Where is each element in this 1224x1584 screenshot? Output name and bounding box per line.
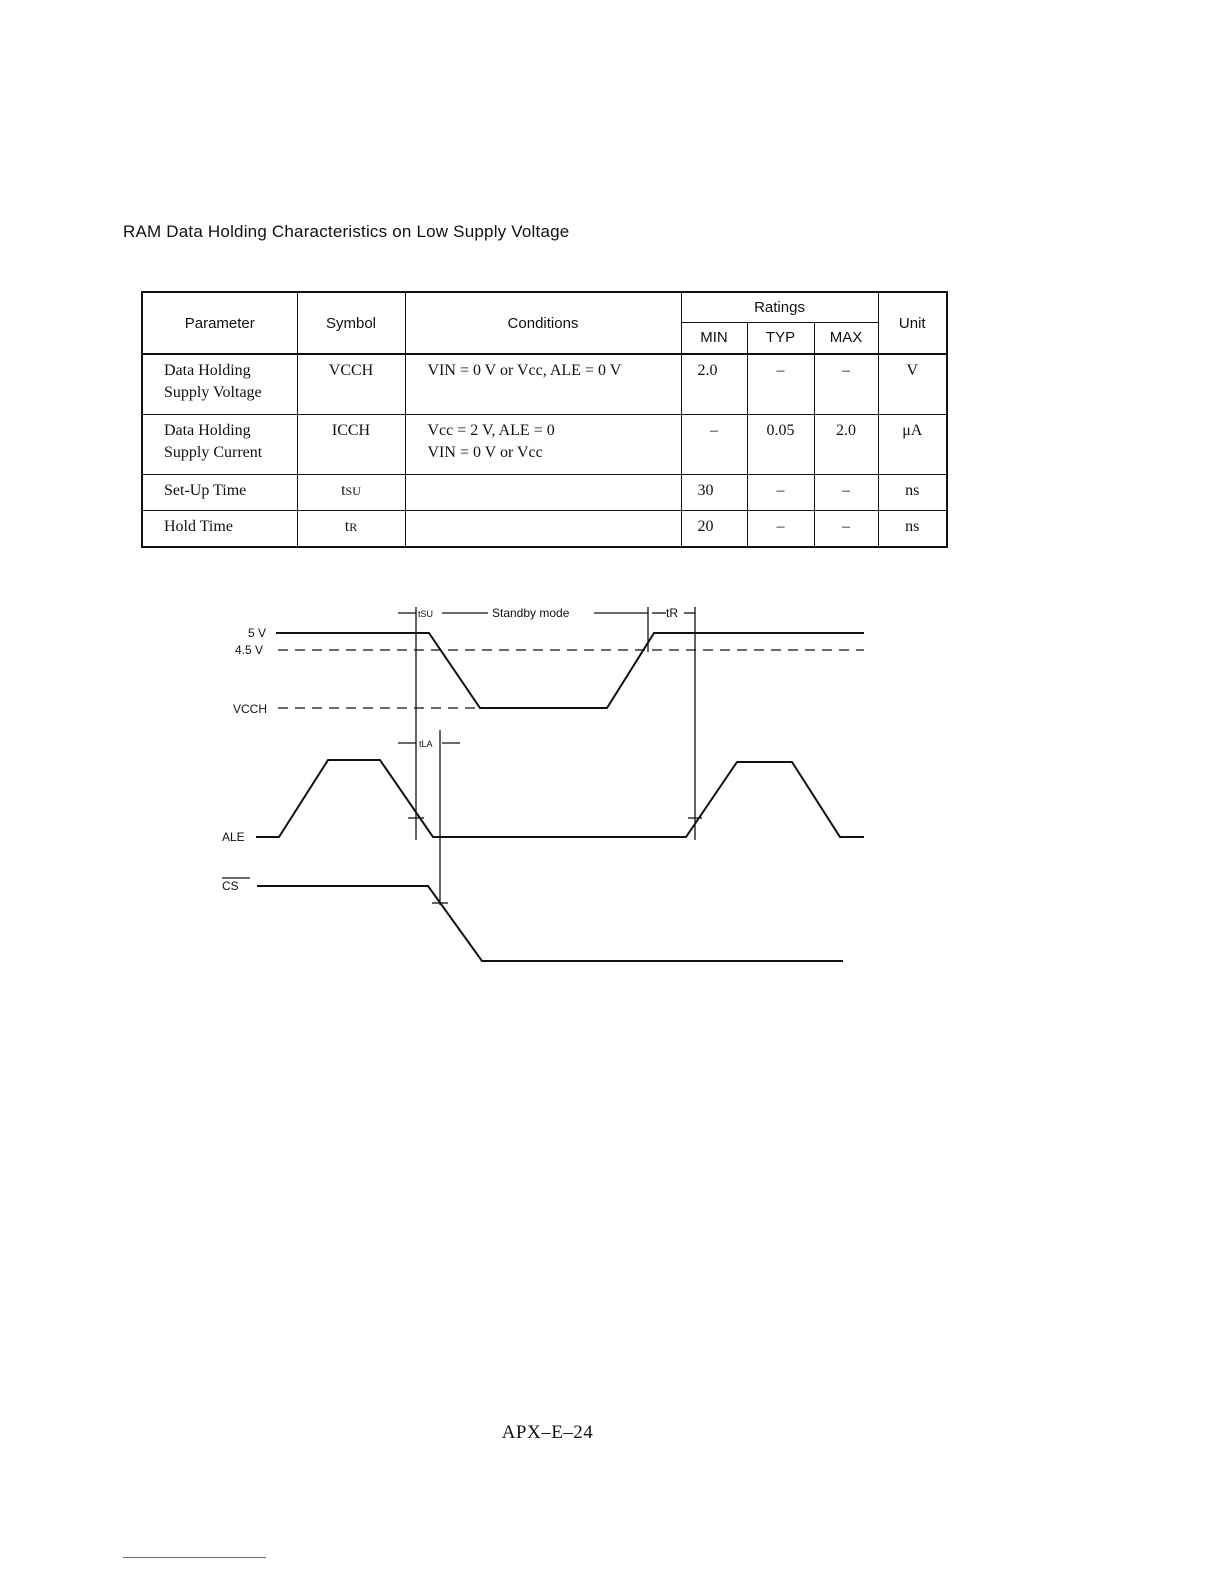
cell-parameter: Set-Up Time [142, 475, 297, 511]
cell-min: 30 [681, 475, 747, 511]
cell-conditions [405, 415, 681, 475]
cell-parameter [142, 354, 297, 415]
signal-cs-label: CS [222, 879, 239, 893]
cs-waveform [257, 886, 843, 961]
cell-typ: – [747, 354, 814, 415]
cell-typ: 0.05 [747, 415, 814, 475]
parameter-line: Data Holding [164, 422, 251, 439]
header-min: MIN [681, 322, 747, 354]
cell-typ: – [747, 475, 814, 511]
header-symbol: Symbol [297, 292, 405, 354]
conditions-line: VIN = 0 V or Vcc [427, 444, 543, 461]
cell-min: – [681, 415, 747, 475]
cell-symbol [297, 475, 405, 511]
header-conditions: Conditions [405, 292, 681, 354]
footer-rule [123, 1557, 266, 1558]
level-4-5v-label: 4.5 V [235, 643, 264, 657]
table-row [142, 415, 947, 475]
cell-max: – [814, 511, 878, 548]
table-row [142, 354, 947, 415]
signal-ale-label: ALE [222, 830, 245, 844]
cell-conditions [405, 475, 681, 511]
cell-unit: μA [878, 415, 947, 475]
level-vcch-label: VCCH [233, 702, 268, 716]
vcc-waveform [276, 633, 864, 708]
symbol-tr: tR [344, 518, 358, 535]
cell-min: 2.0 [681, 354, 747, 415]
data-holding-table [141, 291, 948, 548]
cell-max: – [814, 475, 878, 511]
section-title: RAM Data Holding Characteristics on Low Supply Voltage [123, 222, 570, 241]
header-unit: Unit [878, 292, 947, 354]
parameter-line: Supply Voltage [164, 384, 262, 401]
timing-diagram [0, 590, 1224, 980]
cell-unit: V [878, 354, 947, 415]
level-5v-label: 5 V [248, 626, 267, 640]
standby-mode-label: Standby mode [492, 606, 570, 620]
cell-symbol [297, 511, 405, 548]
cell-parameter [142, 415, 297, 475]
cell-unit: ns [878, 475, 947, 511]
header-ratings: Ratings [681, 292, 878, 322]
parameter-line: Supply Current [164, 444, 263, 461]
page-number: APX–E–24 [501, 1422, 594, 1443]
cell-max: 2.0 [814, 415, 878, 475]
cell-symbol: VCCH [297, 354, 405, 415]
conditions-line: VIN = 0 V or Vcc, ALE = 0 V [427, 362, 622, 379]
symbol-tsu: tSU [341, 482, 361, 499]
tsu-label: tSU [418, 609, 434, 619]
parameter-line: Data Holding [164, 362, 251, 379]
ale-waveform [256, 760, 864, 837]
tr-label: tR [666, 606, 678, 620]
header-max: MAX [814, 322, 878, 354]
table-row [142, 511, 947, 548]
cell-unit: ns [878, 511, 947, 548]
table-row [142, 475, 947, 511]
header-parameter: Parameter [142, 292, 297, 354]
cell-conditions [405, 511, 681, 548]
cell-typ: – [747, 511, 814, 548]
cell-conditions [405, 354, 681, 415]
tla-label: tLA [419, 739, 433, 749]
conditions-line: Vcc = 2 V, ALE = 0 [427, 422, 555, 439]
cell-symbol: ICCH [297, 415, 405, 475]
cell-parameter: Hold Time [142, 511, 297, 548]
cell-min: 20 [681, 511, 747, 548]
cell-max: – [814, 354, 878, 415]
header-typ: TYP [747, 322, 814, 354]
